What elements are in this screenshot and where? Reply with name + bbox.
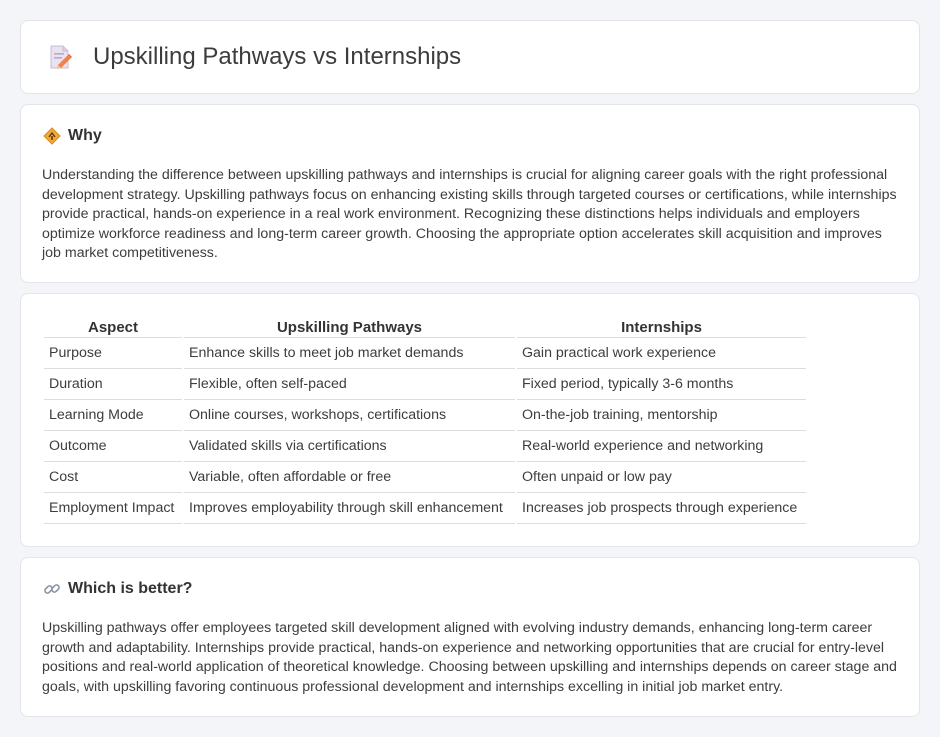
table-row [44, 369, 806, 400]
column-header-internships: Internships [517, 317, 806, 338]
which-better-section [20, 557, 920, 717]
which-better-text: Upskilling pathways offer employees targeted skill development aligned with evolving industry demands, enhancing long-term career growth and adaptability. Internships provide practical, hands-on experience and networking opportunities that are crucial for entry-level positions and real-world application of theoretical knowledge. Choosing between upskilling and internships depends on career stage and goals, with upskilling favoring continuous professional development and internships excelling in initial job market entry. [42, 620, 897, 695]
why-section [20, 104, 920, 283]
table-cell: Fixed period, typically 3-6 months [517, 369, 806, 400]
table-cell: Flexible, often self-paced [184, 369, 515, 400]
comparison-section [20, 293, 920, 547]
table-cell: Employment Impact [44, 493, 182, 524]
page-title: Upskilling Pathways vs Internships [93, 43, 462, 70]
table-row [44, 400, 806, 431]
table-cell: Increases job prospects through experience [517, 493, 806, 524]
column-header-aspect: Aspect [44, 317, 182, 338]
column-header-upskilling: Upskilling Pathways [184, 317, 515, 338]
diamond-sign-icon [43, 127, 61, 145]
table-cell: Improves employability through skill enhancement [184, 493, 515, 524]
table-cell: Often unpaid or low pay [517, 462, 806, 493]
link-icon [43, 580, 61, 598]
why-text: Understanding the difference between upskilling pathways and internships is crucial for aligning career goals with the right professional development strategy. Upskilling pathways focus on enhancing existing skills through targeted courses or certifications, while internships provide practical, hands-on experience in a real work environment. Recognizing these distinctions helps individuals and employers optimize workforce readiness and long-term career growth. Choosing the appropriate option accelerates skill acquisition and improves job market competitiveness. [42, 167, 897, 262]
table-cell: Outcome [44, 431, 182, 462]
table-cell: Learning Mode [44, 400, 182, 431]
table-cell: Cost [44, 462, 182, 493]
which-better-title: Which is better? [68, 580, 193, 597]
title-card [20, 20, 920, 94]
table-cell: Validated skills via certifications [184, 431, 515, 462]
document-pencil-icon [47, 43, 73, 71]
table-row [44, 493, 806, 524]
table-cell: Purpose [44, 338, 182, 369]
table-cell: Enhance skills to meet job market demands [184, 338, 515, 369]
table-row [44, 462, 806, 493]
table-row [44, 338, 806, 369]
why-title: Why [68, 127, 102, 144]
comparison-table [42, 317, 808, 524]
table-cell: Real-world experience and networking [517, 431, 806, 462]
table-cell: Gain practical work experience [517, 338, 806, 369]
table-cell: Online courses, workshops, certifications [184, 400, 515, 431]
table-header-row [44, 317, 806, 338]
table-cell: Duration [44, 369, 182, 400]
table-cell: Variable, often affordable or free [184, 462, 515, 493]
table-row [44, 431, 806, 462]
table-cell: On-the-job training, mentorship [517, 400, 806, 431]
